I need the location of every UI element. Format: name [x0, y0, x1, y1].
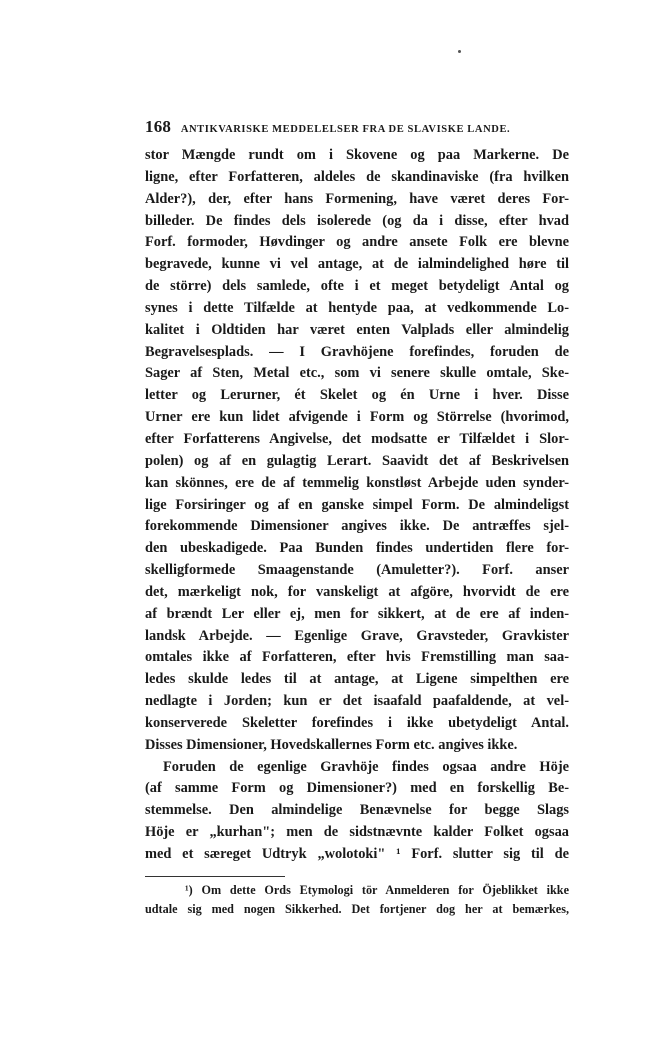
text-line: begravede, kunne vi vel antage, at de ialmindelighed høre til — [145, 256, 569, 273]
text-line: synes i dette Tilfælde at hentyde paa, at vedkommende Lo- — [145, 299, 569, 316]
footnote-line: ¹) Om dette Ords Etymologi tör Anmelderen for Öjeblikket ikke — [185, 883, 569, 897]
text-line: letter og Lerurner, ét Skelet og én Urne i hver. Disse — [145, 387, 569, 404]
text-line: det, mærkeligt nok, for vanskeligt at afgöre, hvorvidt de ere — [145, 583, 569, 600]
text-line: stor Mængde rundt om i Skovene og paa Markerne. De — [145, 147, 569, 163]
text-line: nedlagte i Jorden; kun er det isaafald paafaldende, at vel- — [145, 693, 569, 710]
text-line: omtales ikke af Forfatteren, efter hvis Fremstilling man saa- — [145, 649, 569, 666]
main-text — [145, 145, 569, 866]
text-line: den ubeskadigede. Paa Bunden findes undertiden flere for- — [145, 540, 569, 557]
text-line: kan skönnes, ere de af temmelig konstløst Arbejde uden synder- — [145, 474, 569, 491]
text-line: efter Forfatterens Angivelse, det modsatte er Tilfældet i Slor- — [145, 430, 569, 447]
text-line: stemmelse. Den almindelige Benævnelse for begge Slags — [145, 802, 569, 819]
text-line: Alder?), der, efter hans Formening, have været deres For- — [145, 190, 569, 207]
text-line: Begravelsesplads. — I Gravhöjene forefindes, foruden de — [145, 343, 569, 360]
text-line: Sager af Sten, Metal etc., som vi senere skulle omtale, Ske- — [145, 365, 569, 382]
text-line: af brændt Ler eller ej, men for sikkert, at de ere af inden- — [145, 605, 569, 622]
text-line: skelligformede Smaagenstande (Amuletter?). Forf. anser — [145, 562, 569, 579]
text-line: lige Forsiringer og af en ganske simpel Form. De almindeligst — [145, 496, 569, 513]
text-line: ledes skulde ledes til at antage, at Ligene simpelthen ere — [145, 671, 569, 688]
text-line: med et særeget Udtryk „wolotoki" ¹ Forf. slutter sig til de — [145, 846, 569, 862]
text-line: forekommende Dimensioner angives ikke. De antræffes sjel- — [145, 518, 569, 535]
text-line: de större) dels samlede, ofte i et meget betydeligt Antal og — [145, 278, 569, 295]
footnote-line: udtale sig med nogen Sikkerhed. Det fortjener dog her at bemærkes, — [145, 902, 569, 916]
footnote-rule — [145, 876, 285, 877]
text-line: (af samme Form og Dimensioner?) med en forskellig Be- — [145, 780, 569, 797]
text-line: billeder. De findes dels isolerede (og da i disse, efter hvad — [145, 212, 569, 229]
text-line: Disses Dimensioner, Hovedskallernes Form etc. angives ikke. — [145, 736, 518, 753]
text-line: ligne, efter Forfatteren, aldeles de skandinaviske (fra hvilken — [145, 168, 569, 185]
text-line: landsk Arbejde. — Egenlige Grave, Gravsteder, Gravkister — [145, 627, 569, 644]
text-line: Urner ere kun lidet afvigende i Form og Störrelse (hvorimod, — [145, 409, 569, 426]
running-title: ANTIKVARISKE MEDDELELSER FRA DE SLAVISKE LANDE. — [180, 124, 511, 135]
text-line: Höje er „kurhan"; men de sidstnævnte kalder Folket ogsaa — [145, 824, 569, 841]
text-line: kalitet i Oldtiden har været enten Valplads eller almindelig — [145, 321, 569, 338]
text-line: konserverede Skeletter forefindes i ikke ubetydeligt Antal. — [145, 714, 569, 731]
text-line: polen) og af en gulagtig Lerart. Saavidt det af Beskrivelsen — [145, 452, 569, 469]
page-speck — [458, 50, 461, 53]
text-line: Foruden de egenlige Gravhöje findes ogsaa andre Höje — [163, 758, 569, 775]
text-line: Forf. formoder, Høvdinger og andre ansete Folk ere blevne — [145, 234, 569, 251]
page-number: 168 — [145, 117, 172, 136]
running-header — [145, 117, 565, 137]
footnote — [145, 881, 569, 919]
